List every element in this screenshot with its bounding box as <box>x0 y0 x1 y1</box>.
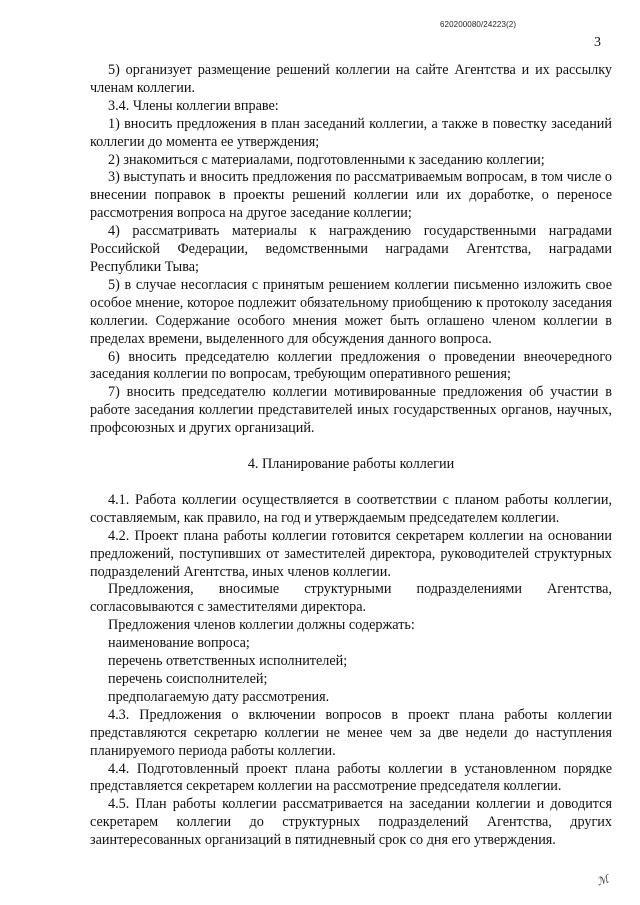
paragraph: 4.2. Проект плана работы коллегии готовится секретарем коллегии на основании предложений, поступивших от заместителей директора, руководителей структурных подразделений Агентства, иных членов коллегии. <box>90 527 612 580</box>
initials-mark: ℳ <box>595 873 611 889</box>
paragraph: 3.4. Члены коллегии вправе: <box>108 97 279 114</box>
document-body <box>90 62 612 850</box>
paragraph: 4.4. Подготовленный проект плана работы коллегии в установленном порядке представляется секретарем коллегии на рассмотрение председателя коллегии. <box>90 760 612 795</box>
paragraph: 4.5. План работы коллегии рассматривается на заседании коллегии и доводится секретарем коллегии до структурных подразделений Агентства, других заинтересованных организаций в пятидневный срок со дня его утверждения. <box>90 796 612 849</box>
paragraph: 4.1. Работа коллегии осуществляется в соответствии с планом работы коллегии, составляемым, как правило, на год и утверждаемым председателем коллегии. <box>90 491 612 526</box>
paragraph: 4.3. Предложения о включении вопросов в проект плана работы коллегии представляются секретарю коллегии не менее чем за две недели до наступления планируемого периода работы коллегии. <box>90 706 612 759</box>
list-item: 3) выступать и вносить предложения по рассматриваемым вопросам, в том числе о внесении поправок в проекты решений коллегии или их доработке, о переносе рассмотрения вопроса на другое заседание коллегии; <box>90 169 612 222</box>
list-item: 5) в случае несогласия с принятым решением коллегии письменно изложить свое особое мнение, которое подлежит обязательному приобщению к протоколу заседания коллегии. Содержание особого мнения может быть оглашено членом коллегии в пределах времени, выделенного для обсуждения данного вопроса. <box>90 276 612 347</box>
list-item: перечень соисполнителей; <box>108 671 268 687</box>
paragraph: 5) организует размещение решений коллегии на сайте Агентства и их рассылку членам коллегии. <box>90 62 612 96</box>
list-item: 6) вносить председателю коллегии предложения о проведении внеочередного заседания коллегии по вопросам, требующим оперативного решения; <box>90 348 612 383</box>
list-item: 4) рассматривать материалы к награждению государственными наградами Российской Федерации, ведомственными наградами Агентства, наградами Республики Тыва; <box>90 223 612 275</box>
list-item: 1) вносить предложения в план заседаний коллегии, а также в повестку заседаний коллегии до момента ее утверждения; <box>90 115 612 150</box>
paragraph: Предложения членов коллегии должны содержать: <box>108 617 415 634</box>
section-heading: 4. Планирование работы коллегии <box>247 456 455 473</box>
list-item: 2) знакомиться с материалами, подготовленными к заседанию коллегии; <box>108 151 545 168</box>
list-item: 7) вносить председателю коллегии мотивированные предложения об участии в работе заседания коллегии представителей иных государственных органов, научных, профсоюзных и других организаций. <box>90 384 612 437</box>
page-number: 3 <box>594 35 601 50</box>
list-item: наименование вопроса; <box>108 635 250 652</box>
document-id: 620200080/24223(2) <box>440 20 517 29</box>
list-item: перечень ответственных исполнителей; <box>108 653 348 670</box>
paragraph: Предложения, вносимые структурными подразделениями Агентства, согласовываются с заместителями директора. <box>90 581 612 616</box>
list-item: предполагаемую дату рассмотрения. <box>108 688 330 705</box>
